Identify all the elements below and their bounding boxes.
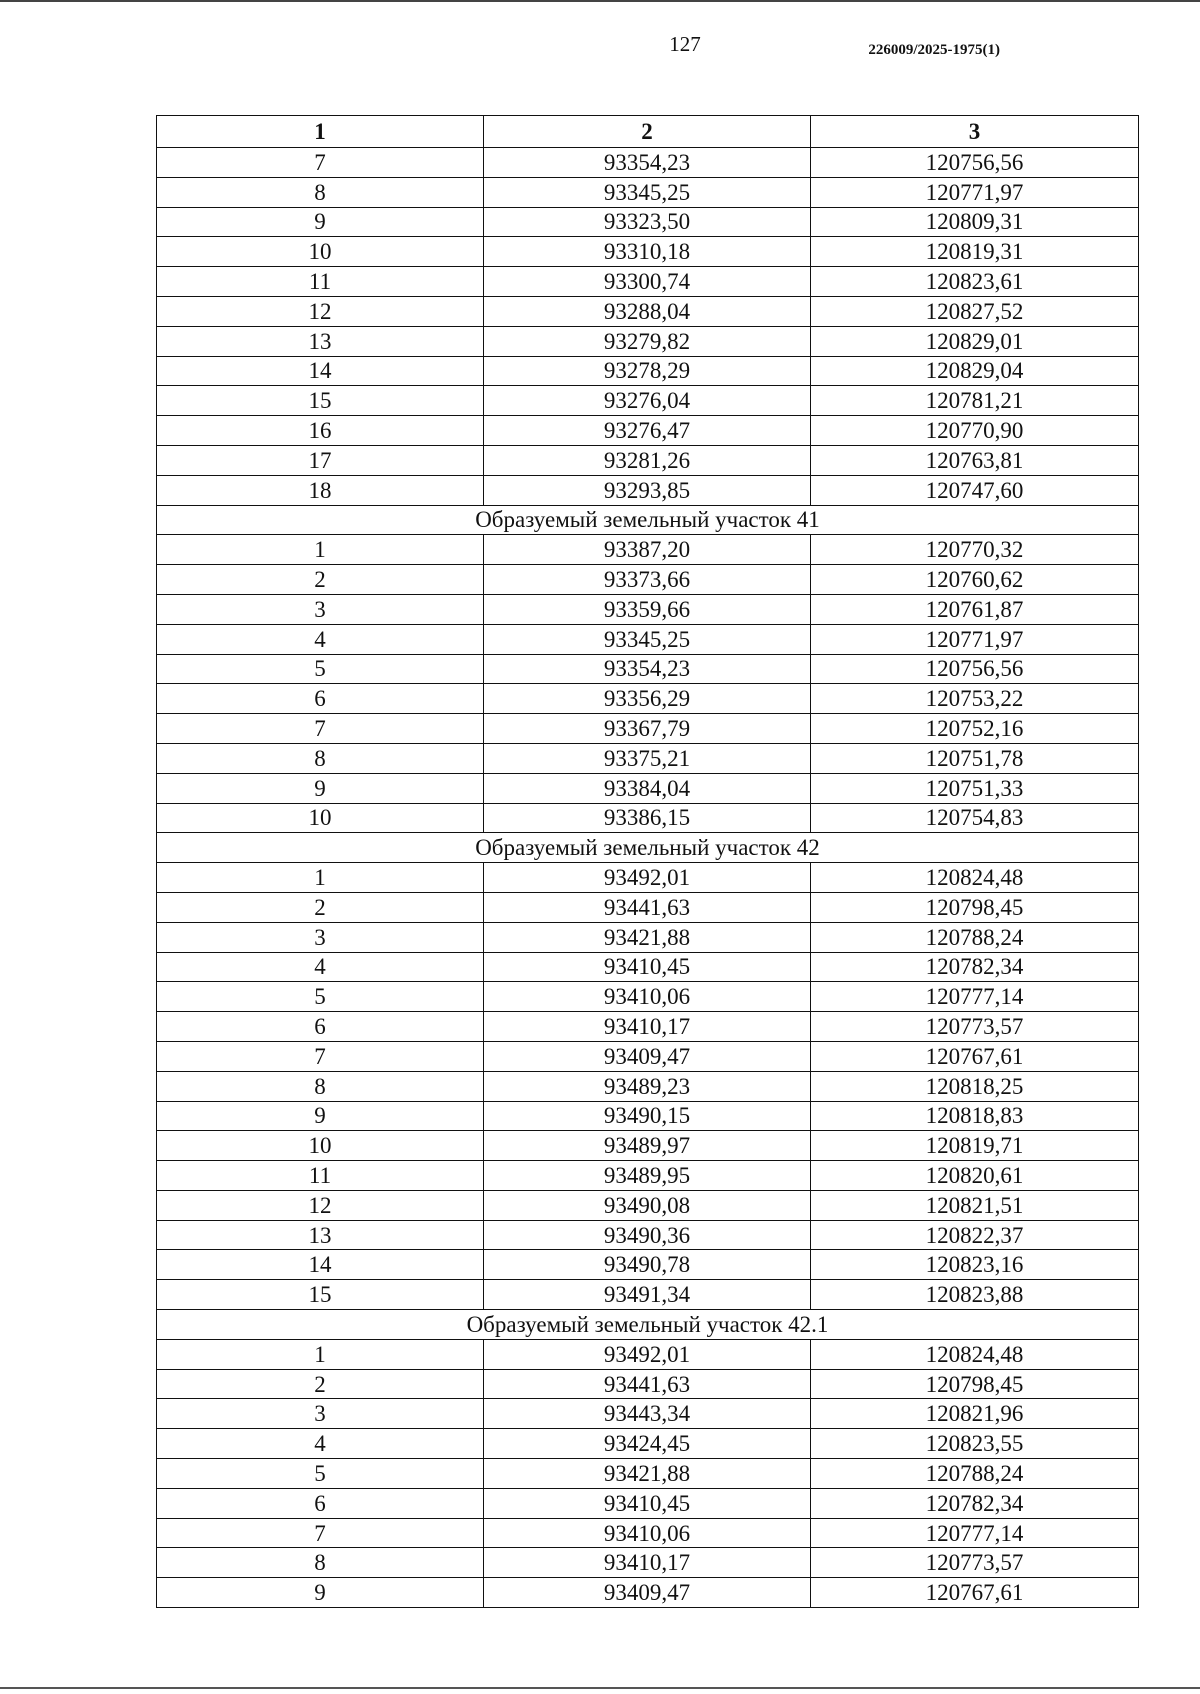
x-coordinate-cell: 93386,15 xyxy=(484,803,811,833)
x-coordinate-cell: 93410,06 xyxy=(484,1518,811,1548)
scan-edge-bottom xyxy=(0,1687,1200,1689)
x-coordinate-cell: 93410,06 xyxy=(484,982,811,1012)
table-row xyxy=(157,177,1139,207)
x-coordinate-cell: 93410,45 xyxy=(484,1488,811,1518)
section-title: Образуемый земельный участок 41 xyxy=(157,505,1139,535)
y-coordinate-cell: 120822,37 xyxy=(811,1220,1139,1250)
y-coordinate-cell: 120781,21 xyxy=(811,386,1139,416)
y-coordinate-cell: 120767,61 xyxy=(811,1041,1139,1071)
x-coordinate-cell: 93288,04 xyxy=(484,296,811,326)
point-number-cell: 4 xyxy=(157,952,484,982)
point-number-cell: 4 xyxy=(157,1429,484,1459)
point-number-cell: 3 xyxy=(157,922,484,952)
x-coordinate-cell: 93293,85 xyxy=(484,475,811,505)
point-number-cell: 10 xyxy=(157,803,484,833)
y-coordinate-cell: 120788,24 xyxy=(811,922,1139,952)
table-row xyxy=(157,445,1139,475)
y-coordinate-cell: 120771,97 xyxy=(811,177,1139,207)
table-row xyxy=(157,1339,1139,1369)
x-coordinate-cell: 93387,20 xyxy=(484,535,811,565)
x-coordinate-cell: 93278,29 xyxy=(484,356,811,386)
y-coordinate-cell: 120818,25 xyxy=(811,1071,1139,1101)
table-row xyxy=(157,1220,1139,1250)
table-row xyxy=(157,773,1139,803)
x-coordinate-cell: 93490,36 xyxy=(484,1220,811,1250)
page-number: 127 xyxy=(669,32,701,56)
coordinates-table xyxy=(156,115,1139,1608)
point-number-cell: 15 xyxy=(157,1280,484,1310)
y-coordinate-cell: 120823,61 xyxy=(811,267,1139,297)
y-coordinate-cell: 120770,90 xyxy=(811,416,1139,446)
y-coordinate-cell: 120820,61 xyxy=(811,1161,1139,1191)
table-row xyxy=(157,982,1139,1012)
table-row xyxy=(157,1190,1139,1220)
point-number-cell: 12 xyxy=(157,296,484,326)
point-number-cell: 2 xyxy=(157,892,484,922)
point-number-cell: 11 xyxy=(157,267,484,297)
y-coordinate-cell: 120763,81 xyxy=(811,445,1139,475)
x-coordinate-cell: 93354,23 xyxy=(484,148,811,178)
table-row xyxy=(157,1429,1139,1459)
y-coordinate-cell: 120782,34 xyxy=(811,952,1139,982)
x-coordinate-cell: 93409,47 xyxy=(484,1041,811,1071)
y-coordinate-cell: 120751,33 xyxy=(811,773,1139,803)
point-number-cell: 5 xyxy=(157,1459,484,1489)
y-coordinate-cell: 120747,60 xyxy=(811,475,1139,505)
y-coordinate-cell: 120773,57 xyxy=(811,1012,1139,1042)
x-coordinate-cell: 93359,66 xyxy=(484,594,811,624)
y-coordinate-cell: 120756,56 xyxy=(811,148,1139,178)
y-coordinate-cell: 120767,61 xyxy=(811,1578,1139,1608)
table-row xyxy=(157,1071,1139,1101)
point-number-cell: 9 xyxy=(157,1578,484,1608)
table-row xyxy=(157,356,1139,386)
table-row xyxy=(157,922,1139,952)
x-coordinate-cell: 93491,34 xyxy=(484,1280,811,1310)
table-row xyxy=(157,1280,1139,1310)
table-row xyxy=(157,624,1139,654)
y-coordinate-cell: 120823,55 xyxy=(811,1429,1139,1459)
table-row xyxy=(157,296,1139,326)
point-number-cell: 14 xyxy=(157,1250,484,1280)
point-number-cell: 7 xyxy=(157,714,484,744)
table-row xyxy=(157,1399,1139,1429)
point-number-cell: 2 xyxy=(157,1369,484,1399)
y-coordinate-cell: 120819,31 xyxy=(811,237,1139,267)
x-coordinate-cell: 93281,26 xyxy=(484,445,811,475)
x-coordinate-cell: 93279,82 xyxy=(484,326,811,356)
table-row xyxy=(157,475,1139,505)
point-number-cell: 13 xyxy=(157,326,484,356)
x-coordinate-cell: 93490,78 xyxy=(484,1250,811,1280)
point-number-cell: 14 xyxy=(157,356,484,386)
scan-edge-top xyxy=(0,0,1200,2)
table-row xyxy=(157,1459,1139,1489)
table-row xyxy=(157,952,1139,982)
x-coordinate-cell: 93409,47 xyxy=(484,1578,811,1608)
table-row xyxy=(157,1012,1139,1042)
y-coordinate-cell: 120827,52 xyxy=(811,296,1139,326)
point-number-cell: 15 xyxy=(157,386,484,416)
y-coordinate-cell: 120821,96 xyxy=(811,1399,1139,1429)
table-row xyxy=(157,416,1139,446)
x-coordinate-cell: 93354,23 xyxy=(484,654,811,684)
point-number-cell: 10 xyxy=(157,237,484,267)
x-coordinate-cell: 93489,23 xyxy=(484,1071,811,1101)
section-title-row xyxy=(157,833,1139,863)
section-title-row xyxy=(157,1310,1139,1340)
table-row xyxy=(157,1250,1139,1280)
x-coordinate-cell: 93489,97 xyxy=(484,1131,811,1161)
point-number-cell: 3 xyxy=(157,1399,484,1429)
x-coordinate-cell: 93489,95 xyxy=(484,1161,811,1191)
table-row xyxy=(157,1041,1139,1071)
point-number-cell: 18 xyxy=(157,475,484,505)
y-coordinate-cell: 120809,31 xyxy=(811,207,1139,237)
point-number-cell: 3 xyxy=(157,594,484,624)
y-coordinate-cell: 120823,88 xyxy=(811,1280,1139,1310)
point-number-cell: 1 xyxy=(157,1339,484,1369)
point-number-cell: 5 xyxy=(157,654,484,684)
point-number-cell: 8 xyxy=(157,177,484,207)
x-coordinate-cell: 93323,50 xyxy=(484,207,811,237)
x-coordinate-cell: 93443,34 xyxy=(484,1399,811,1429)
x-coordinate-cell: 93410,45 xyxy=(484,952,811,982)
table-row xyxy=(157,565,1139,595)
point-number-cell: 12 xyxy=(157,1190,484,1220)
table-body xyxy=(157,148,1139,1608)
table-row xyxy=(157,267,1139,297)
x-coordinate-cell: 93384,04 xyxy=(484,773,811,803)
table-row xyxy=(157,326,1139,356)
table-row xyxy=(157,803,1139,833)
x-coordinate-cell: 93410,17 xyxy=(484,1548,811,1578)
table-row xyxy=(157,1369,1139,1399)
table-row xyxy=(157,237,1139,267)
y-coordinate-cell: 120824,48 xyxy=(811,1339,1139,1369)
x-coordinate-cell: 93276,47 xyxy=(484,416,811,446)
table-row xyxy=(157,535,1139,565)
column-header-point: 1 xyxy=(157,116,484,148)
x-coordinate-cell: 93375,21 xyxy=(484,743,811,773)
x-coordinate-cell: 93410,17 xyxy=(484,1012,811,1042)
x-coordinate-cell: 93276,04 xyxy=(484,386,811,416)
x-coordinate-cell: 93441,63 xyxy=(484,892,811,922)
point-number-cell: 8 xyxy=(157,1548,484,1578)
y-coordinate-cell: 120754,83 xyxy=(811,803,1139,833)
x-coordinate-cell: 93421,88 xyxy=(484,1459,811,1489)
table-row xyxy=(157,684,1139,714)
y-coordinate-cell: 120761,87 xyxy=(811,594,1139,624)
x-coordinate-cell: 93356,29 xyxy=(484,684,811,714)
point-number-cell: 7 xyxy=(157,1518,484,1548)
section-title-row xyxy=(157,505,1139,535)
y-coordinate-cell: 120788,24 xyxy=(811,1459,1139,1489)
x-coordinate-cell: 93424,45 xyxy=(484,1429,811,1459)
point-number-cell: 1 xyxy=(157,863,484,893)
y-coordinate-cell: 120819,71 xyxy=(811,1131,1139,1161)
table-row xyxy=(157,1488,1139,1518)
y-coordinate-cell: 120777,14 xyxy=(811,982,1139,1012)
point-number-cell: 7 xyxy=(157,1041,484,1071)
y-coordinate-cell: 120782,34 xyxy=(811,1488,1139,1518)
y-coordinate-cell: 120823,16 xyxy=(811,1250,1139,1280)
point-number-cell: 8 xyxy=(157,1071,484,1101)
point-number-cell: 6 xyxy=(157,684,484,714)
y-coordinate-cell: 120770,32 xyxy=(811,535,1139,565)
point-number-cell: 16 xyxy=(157,416,484,446)
x-coordinate-cell: 93345,25 xyxy=(484,624,811,654)
y-coordinate-cell: 120752,16 xyxy=(811,714,1139,744)
table-row xyxy=(157,863,1139,893)
point-number-cell: 17 xyxy=(157,445,484,475)
y-coordinate-cell: 120798,45 xyxy=(811,1369,1139,1399)
column-header-x: 2 xyxy=(484,116,811,148)
y-coordinate-cell: 120818,83 xyxy=(811,1101,1139,1131)
x-coordinate-cell: 93492,01 xyxy=(484,863,811,893)
y-coordinate-cell: 120821,51 xyxy=(811,1190,1139,1220)
point-number-cell: 1 xyxy=(157,535,484,565)
y-coordinate-cell: 120751,78 xyxy=(811,743,1139,773)
section-title: Образуемый земельный участок 42.1 xyxy=(157,1310,1139,1340)
point-number-cell: 11 xyxy=(157,1161,484,1191)
table-row xyxy=(157,594,1139,624)
table-row xyxy=(157,743,1139,773)
point-number-cell: 2 xyxy=(157,565,484,595)
point-number-cell: 9 xyxy=(157,773,484,803)
point-number-cell: 5 xyxy=(157,982,484,1012)
y-coordinate-cell: 120760,62 xyxy=(811,565,1139,595)
point-number-cell: 7 xyxy=(157,148,484,178)
table-row xyxy=(157,386,1139,416)
point-number-cell: 9 xyxy=(157,207,484,237)
table-row xyxy=(157,654,1139,684)
y-coordinate-cell: 120798,45 xyxy=(811,892,1139,922)
point-number-cell: 10 xyxy=(157,1131,484,1161)
point-number-cell: 4 xyxy=(157,624,484,654)
table-row xyxy=(157,714,1139,744)
y-coordinate-cell: 120777,14 xyxy=(811,1518,1139,1548)
table-row xyxy=(157,1518,1139,1548)
x-coordinate-cell: 93373,66 xyxy=(484,565,811,595)
x-coordinate-cell: 93421,88 xyxy=(484,922,811,952)
y-coordinate-cell: 120773,57 xyxy=(811,1548,1139,1578)
table-header-row xyxy=(157,116,1139,148)
x-coordinate-cell: 93490,08 xyxy=(484,1190,811,1220)
y-coordinate-cell: 120829,01 xyxy=(811,326,1139,356)
x-coordinate-cell: 93492,01 xyxy=(484,1339,811,1369)
table-row xyxy=(157,892,1139,922)
point-number-cell: 13 xyxy=(157,1220,484,1250)
column-header-y: 3 xyxy=(811,116,1139,148)
point-number-cell: 6 xyxy=(157,1012,484,1042)
table-row xyxy=(157,1548,1139,1578)
x-coordinate-cell: 93490,15 xyxy=(484,1101,811,1131)
table-row xyxy=(157,207,1139,237)
x-coordinate-cell: 93441,63 xyxy=(484,1369,811,1399)
x-coordinate-cell: 93310,18 xyxy=(484,237,811,267)
point-number-cell: 9 xyxy=(157,1101,484,1131)
x-coordinate-cell: 93300,74 xyxy=(484,267,811,297)
table-row xyxy=(157,148,1139,178)
y-coordinate-cell: 120753,22 xyxy=(811,684,1139,714)
y-coordinate-cell: 120771,97 xyxy=(811,624,1139,654)
x-coordinate-cell: 93367,79 xyxy=(484,714,811,744)
y-coordinate-cell: 120829,04 xyxy=(811,356,1139,386)
point-number-cell: 8 xyxy=(157,743,484,773)
table-row xyxy=(157,1161,1139,1191)
x-coordinate-cell: 93345,25 xyxy=(484,177,811,207)
section-title: Образуемый земельный участок 42 xyxy=(157,833,1139,863)
document-reference: 226009/2025-1975(1) xyxy=(868,42,1000,58)
table-row xyxy=(157,1131,1139,1161)
table-row xyxy=(157,1578,1139,1608)
table-row xyxy=(157,1101,1139,1131)
y-coordinate-cell: 120824,48 xyxy=(811,863,1139,893)
point-number-cell: 6 xyxy=(157,1488,484,1518)
y-coordinate-cell: 120756,56 xyxy=(811,654,1139,684)
